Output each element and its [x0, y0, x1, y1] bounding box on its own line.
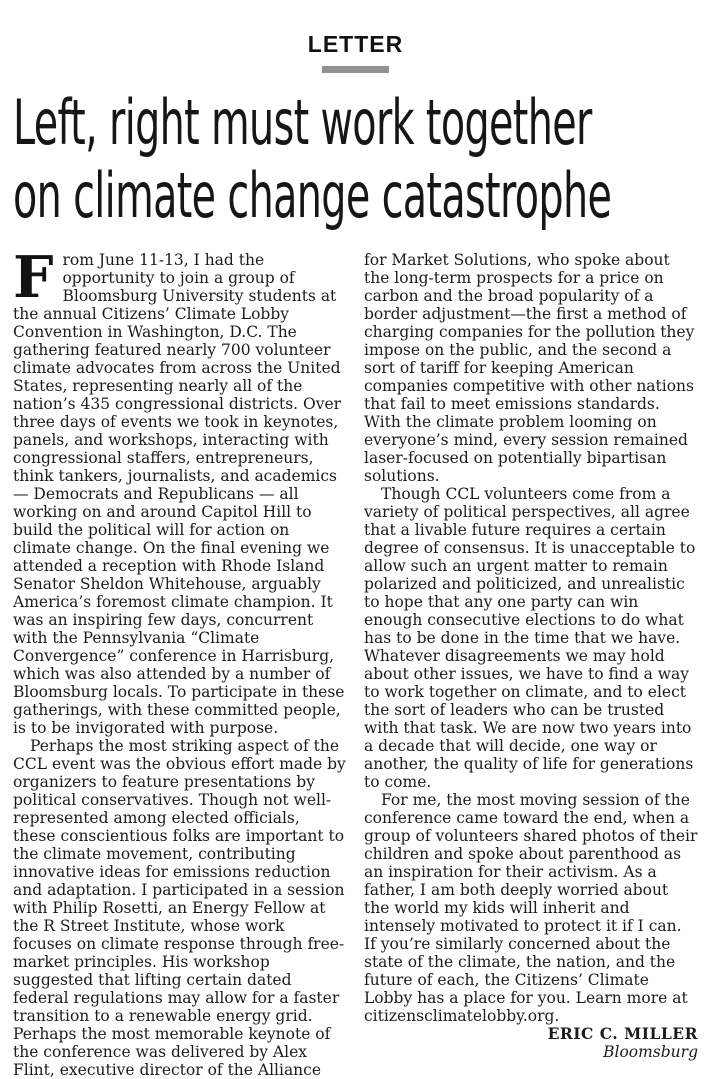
signature-place: Bloomsburg — [603, 1043, 698, 1061]
section-kicker: LETTER — [307, 31, 404, 57]
article-body — [13, 244, 698, 1079]
paragraph-3: Though CCL volunteers come from a variety of political perspectives, all agree that a livable future requires a certain degree of consensus. It is unacceptable to allow such an urgent matter to remain polarized and politicized, and unrealistic to hope that any one party can win enough consecutive elections to do what has to be done in the time that we have. Whatever disagreements we may hold about other issues, we have to find a way to work together on climate, and to elect the sort of leaders who can be trusted with that task. We are now two years into a decade that will decide, one way or another, the quality of life for generations to come. — [364, 485, 696, 791]
paragraph-1 — [13, 244, 347, 737]
headline — [13, 86, 710, 232]
kicker-underline-bar — [322, 66, 389, 73]
headline-line-2: on climate change catastrophe — [13, 159, 612, 232]
drop-cap: F — [13, 244, 54, 311]
paragraph-2: Perhaps the most striking aspect of the CCL event was the obvious effort made by organizers to feature presentations by political conservatives. Though not well-represented among elected officials, these conscientious folks are important to the climate movement, contributing innovative ideas for emissions reduction and adaptation. I participated in a session with Philip Rosetti, an Energy Fellow at the R Street Institute, whose work focuses on climate response through free-market principles. His workshop suggested that lifting certain dated federal regulations may allow for a faster transition to a renewable energy grid. Perhaps the most memorable keynote of the conference was delivered by Alex Flint, executive director of the Alliance for Market Solutions, who spoke about the long-term prospects for a price on carbon and the broad popularity of a border adjustment—the first a method of charging companies for the pollution they impose on the public, and the second a sort of tariff for keeping American companies competitive with other nations that fail to meet emissions standards. With the climate problem looming on everyone’s mind, every session remained laser-focused on potentially bipartisan solutions. — [13, 251, 695, 1079]
paragraph-1-text: rom June 11-13, I had the opportunity to join a group of Bloomsburg University students at the annual Citizens’ Climate Lobby Convention in Washington, D.C. The gathering featured nearly 700 volunteer climate advocates from across the United States, representing nearly all of the nation’s 435 congressional districts. Over three days of events we took in keynotes, panels, and workshops, interacting with congressional staffers, entrepreneurs, think tankers, journalists, and academics — Democrats and Republicans — all working on and around Capitol Hill to build the political will for action on climate change. On the final evening we attended a reception with Rhode Island Senator Sheldon Whitehouse, arguably America’s foremost climate champion. It was an inspiring few days, concurrent with the Pennsylvania “Climate Convergence” conference in Harrisburg, which was also attended by a number of Bloomsburg locals. To participate in these gatherings, with these committed people, is to be invigorated with purpose. — [13, 251, 345, 737]
signature-name: ERIC C. MILLER — [547, 1024, 698, 1043]
paragraph-4: For me, the most moving session of the conference came toward the end, when a group of volunteers shared photos of their children and spoke about parenthood as an inspiration for their activism. As a father, I am both deeply worried about the world my kids will inherit and intensely motivated to protect it if I can. If you’re similarly concerned about the state of the climate, the nation, and the future of each, the Citizens’ Climate Lobby has a place for you. Learn more at citizensclimatelobby.org. — [364, 791, 698, 1025]
headline-line-1: Left, right must work together — [13, 86, 592, 159]
